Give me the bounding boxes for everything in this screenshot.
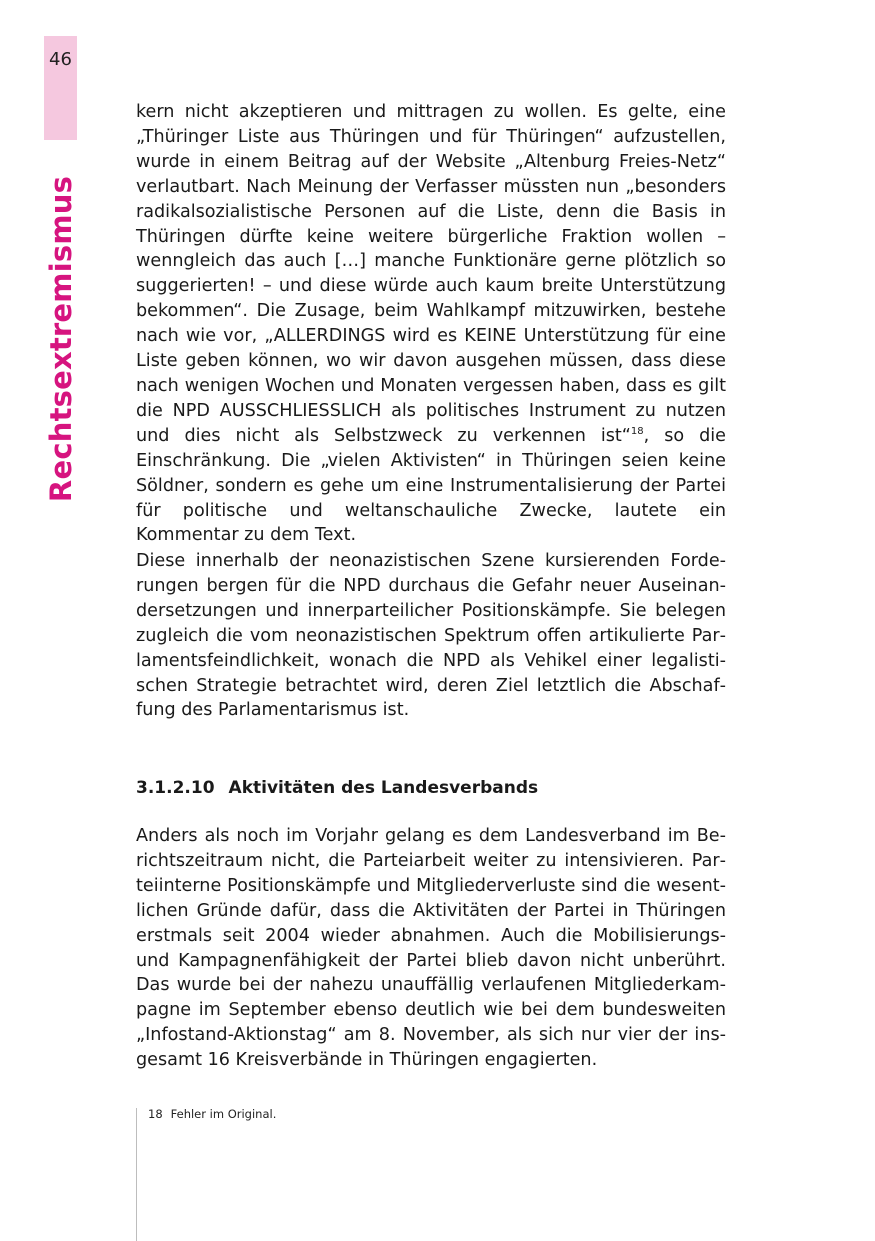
footnote-reference[interactable]: 18 [630,425,644,437]
paragraph-3: Anders als noch im Vorjahr gelang es dem Landesverband im Berichtszeitraum nicht, die Parteiarbeit weiter zu intensivieren. Parteiinterne Positionskämpfe und Mitgliederverluste sind die wesentlichen Gründe dafür, dass die Aktivitäten der Partei in Thüringen erstmals seit 2004 wieder abnahmen. Auch die Mobilisierungs- und Kampagnenfähigkeit der Partei blieb davon nicht unberührt. Das wurde bei der nahezu unauffällig verlaufenen Mitgliederkampagne im September ebenso deutlich wie bei dem bundesweiten „Infostand-Aktionstag“ am 8. November, als sich nur vier der insgesamt 16 Kreisverbände in Thüringen engagierten. [136,826,726,1071]
footnote-rule [136,1108,137,1241]
page-number: 46 [49,49,72,70]
paragraph-1 [136,100,726,548]
paragraph-1-text-a: kern nicht akzeptieren und mittragen zu wollen. Es gelte, eine „Thüringer Liste aus Thüringen und für Thüringen“ aufzustellen, wurde in einem Beitrag auf der Website „Altenburg Freies-Netz“ verlautbart. Nach Meinung der Verfasser müssten nun „besonders radikalsozialistische Personen auf die Liste, denn die Basis in Thüringen dürfte keine weitere bürgerliche Fraktion wollen – wenngleich das auch […] manche Funktionäre gerne plötzlich so suggerierten! – und diese würde auch kaum breite Unterstützung bekommen“. Die Zusage, beim Wahlkampf mitzuwirken, bestehe nach wie vor, „ALLERDINGS wird es KEINE Unterstützung für eine Liste geben können, wo wir davon ausgehen müssen, dass diese nach wenigen Wochen und Monaten vergessen haben, dass es gilt die NPD AUSSCHLIESSLICH als politisches Instrument zu nutzen und dies nicht als Selbstzweck zu verkennen ist“ [136,102,726,446]
chapter-side-title-text: Rechtsextremismus [43,175,78,503]
footnote-number: 18 [148,1107,163,1121]
section-heading [136,776,538,800]
paragraph-1-text-b: , so die Einschränkung. Die „vielen Aktivisten“ in Thüringen seien keine Söldner, sondern es gehe um eine Instrumentalisierung der Partei für politische und weltanschauliche Zwecke, lautete ein Kommentar zu dem Text. [136,425,726,546]
footnote-text: Fehler im Original. [170,1107,277,1121]
footnote [148,1107,276,1121]
chapter-side-title [43,175,78,503]
section-number: 3.1.2.10 [136,778,215,798]
section-title: Aktivitäten des Landesverbands [228,778,539,798]
paragraph-2: Diese innerhalb der neonazistischen Szene kursierenden Forderungen bergen für die NPD durchaus die Gefahr neuer Auseinandersetzungen und innerparteilicher Positionskämpfe. Sie belegen zugleich die vom neonazistischen Spektrum offen artikulierte Parlamentsfeindlichkeit, wonach die NPD als Vehikel einer legalistischen Strategie betrachtet wird, deren Ziel letztlich die Abschaffung des Parlamentarismus ist. [136,551,726,721]
